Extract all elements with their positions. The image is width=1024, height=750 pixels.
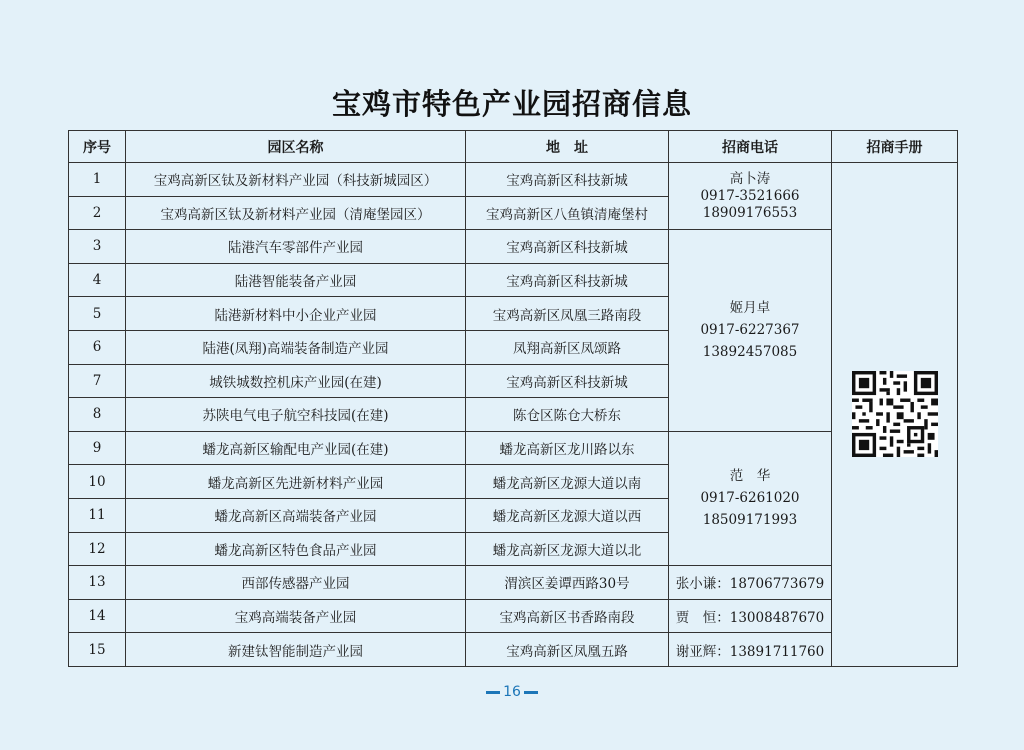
contact-name: 范 华 (729, 468, 771, 485)
brochure-cell (832, 163, 958, 667)
park-address: 蟠龙高新区龙源大道以南 (466, 465, 669, 499)
header-brochure: 招商手册 (832, 131, 958, 163)
row-no: 12 (69, 532, 126, 566)
row-no: 9 (69, 431, 126, 465)
right-dash-icon (524, 691, 538, 694)
park-name: 西部传感器产业园 (126, 566, 466, 600)
park-name: 宝鸡高新区钛及新材料产业园（科技新城园区） (126, 163, 466, 197)
park-name: 陆港智能装备产业园 (126, 263, 466, 297)
table-row (69, 599, 958, 633)
table-row (69, 431, 958, 465)
park-address: 宝鸡高新区书香路南段 (466, 599, 669, 633)
contact-single: 谢亚辉：13891711760 (669, 633, 832, 667)
row-no: 8 (69, 398, 126, 432)
row-no: 1 (69, 163, 126, 197)
park-address: 蟠龙高新区龙源大道以北 (466, 532, 669, 566)
contact-group-1 (669, 163, 832, 230)
park-address: 渭滨区姜谭西路30号 (466, 566, 669, 600)
row-no: 7 (69, 364, 126, 398)
contact-group-3 (669, 431, 832, 565)
page-number (0, 684, 1024, 700)
page-number-text: 16 (503, 684, 521, 700)
row-no: 5 (69, 297, 126, 331)
contact-mobile: 13892457085 (702, 344, 798, 361)
park-address: 宝鸡高新区科技新城 (466, 230, 669, 264)
contact-single: 张小谦：18706773679 (669, 566, 832, 600)
contact-phone: 0917-3521666 (700, 187, 800, 204)
row-no: 2 (69, 196, 126, 230)
contact-phone: 0917-6227367 (700, 322, 800, 339)
park-name: 蟠龙高新区高端装备产业园 (126, 498, 466, 532)
row-no: 11 (69, 498, 126, 532)
park-name: 苏陕电气电子航空科技园(在建) (126, 398, 466, 432)
park-address: 宝鸡高新区科技新城 (466, 364, 669, 398)
header-phone: 招商电话 (669, 131, 832, 163)
park-info-table (68, 130, 958, 667)
park-name: 蟠龙高新区输配电产业园(在建) (126, 431, 466, 465)
row-no: 10 (69, 465, 126, 499)
park-address: 陈仓区陈仓大桥东 (466, 398, 669, 432)
left-dash-icon (486, 691, 500, 694)
contact-group-2 (669, 230, 832, 432)
row-no: 15 (69, 633, 126, 667)
row-no: 4 (69, 263, 126, 297)
table-row (69, 633, 958, 667)
table-header-row (69, 131, 958, 163)
header-no: 序号 (69, 131, 126, 163)
park-name: 新建钛智能制造产业园 (126, 633, 466, 667)
contact-phone: 0917-6261020 (700, 490, 800, 507)
park-name: 陆港新材料中小企业产业园 (126, 297, 466, 331)
table-row (69, 230, 958, 264)
park-address: 宝鸡高新区八鱼镇清庵堡村 (466, 196, 669, 230)
park-address: 凤翔高新区凤颂路 (466, 330, 669, 364)
park-name: 陆港汽车零部件产业园 (126, 230, 466, 264)
park-address: 蟠龙高新区龙川路以东 (466, 431, 669, 465)
row-no: 14 (69, 599, 126, 633)
park-address: 宝鸡高新区科技新城 (466, 263, 669, 297)
contact-name: 姬月卓 (729, 300, 771, 317)
page-title: 宝鸡市特色产业园招商信息 (331, 87, 692, 121)
contact-single: 贾 恒：13008487670 (669, 599, 832, 633)
contact-mobile: 18509171993 (702, 512, 798, 529)
park-name: 城铁城数控机床产业园(在建) (126, 364, 466, 398)
row-no: 6 (69, 330, 126, 364)
park-address: 蟠龙高新区龙源大道以西 (466, 498, 669, 532)
park-name: 蟠龙高新区先进新材料产业园 (126, 465, 466, 499)
table-row (69, 163, 958, 197)
park-address: 宝鸡高新区科技新城 (466, 163, 669, 197)
row-no: 13 (69, 566, 126, 600)
park-name: 宝鸡高新区钛及新材料产业园（清庵堡园区） (126, 196, 466, 230)
contact-name: 高卜涛 (729, 170, 771, 187)
park-name: 宝鸡高端装备产业园 (126, 599, 466, 633)
contact-mobile: 18909176553 (702, 204, 798, 221)
park-address: 宝鸡高新区凤凰三路南段 (466, 297, 669, 331)
park-name: 陆港(凤翔)高端装备制造产业园 (126, 330, 466, 364)
row-no: 3 (69, 230, 126, 264)
qr-code-icon[interactable] (852, 371, 938, 457)
park-address: 宝鸡高新区凤凰五路 (466, 633, 669, 667)
header-park-name: 园区名称 (126, 131, 466, 163)
table-row (69, 566, 958, 600)
park-name: 蟠龙高新区特色食品产业园 (126, 532, 466, 566)
header-address: 地 址 (466, 131, 669, 163)
